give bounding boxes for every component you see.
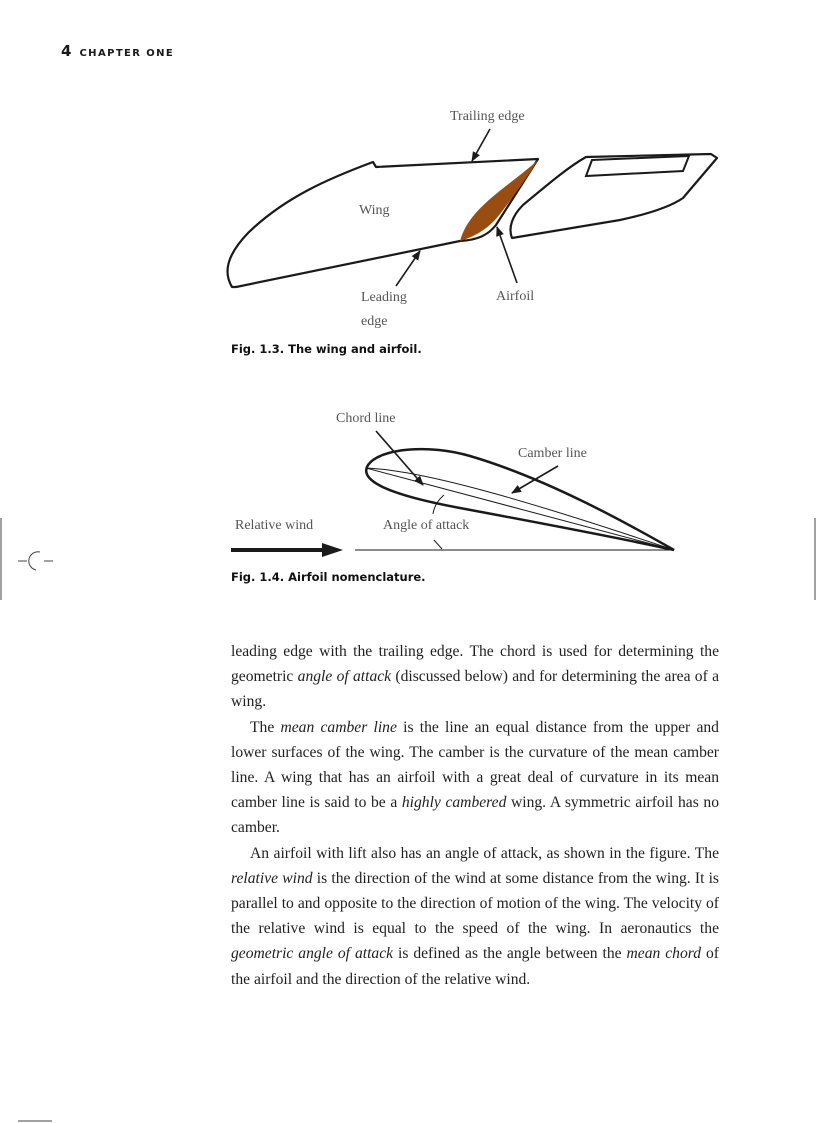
paragraph	[231, 639, 719, 715]
chapter-title: CHAPTER ONE	[79, 48, 175, 59]
label-chord-line: Chord line	[336, 411, 396, 426]
label-wing: Wing	[359, 203, 390, 218]
text-run: (discussed below) and for determining the area of a wing.	[231, 668, 719, 711]
wing-tip-slot	[586, 156, 689, 176]
figure-1-4-caption: Fig. 1.4. Airfoil nomenclature.	[231, 570, 426, 584]
label-trailing-edge: Trailing edge	[450, 109, 525, 124]
italic-term: angle of attack	[297, 668, 392, 686]
text-run: An airfoil with lift also has an angle of attack, as shown in the figure. The	[250, 844, 719, 862]
airfoil-section	[460, 160, 538, 241]
text-run: is the line an equal distance from the upper and lower surfaces of the wing. The camber is the curvature of the mean camber line. A wing that has an airfoil with a great deal of curvature in its mean camber line is said to be a	[231, 718, 719, 812]
page-number: 4	[61, 42, 72, 60]
body-text	[231, 639, 719, 992]
text-run: of the airfoil and the direction of the relative wind.	[231, 945, 719, 988]
chord-line	[366, 468, 674, 550]
italic-term: mean chord	[626, 945, 702, 963]
label-edge: edge	[361, 314, 388, 329]
text-run: The	[250, 718, 281, 736]
label-leading: Leading	[361, 290, 407, 305]
angle-of-attack-tick-lower	[434, 540, 442, 549]
text-run: wing. A symmetric airfoil has no camber.	[231, 794, 720, 837]
label-relative-wind: Relative wind	[235, 518, 314, 533]
italic-term: mean camber line	[280, 718, 397, 736]
label-airfoil: Airfoil	[496, 289, 535, 304]
text-run: is the direction of the wind at some distance from the wing. It is parallel to and opposite to the direction of motion of the wing. The velocity of the relative wind is equal to the speed of the wing. In aeronautics the	[231, 869, 719, 938]
label-angle-of-attack: Angle of attack	[383, 518, 470, 533]
paragraph	[231, 841, 719, 992]
airfoil-arrow	[497, 227, 517, 283]
label-camber-line: Camber line	[518, 446, 587, 461]
relative-wind-arrowhead	[322, 543, 343, 557]
text-run: is defined as the angle between the	[393, 945, 627, 963]
figure-1-3-caption: Fig. 1.3. The wing and airfoil.	[231, 342, 422, 356]
text-run: leading edge with the trailing edge. The chord is used for determining the geometric	[231, 643, 719, 686]
paragraph	[231, 715, 719, 841]
italic-term: highly cambered	[401, 794, 507, 812]
wing-tip-outline	[510, 154, 717, 238]
wing-figure	[227, 129, 717, 287]
trailing-edge-arrow	[472, 129, 490, 161]
leading-edge-arrow	[396, 251, 420, 286]
airfoil-nomenclature-figure	[231, 431, 674, 557]
camber-line-arrow	[512, 466, 558, 493]
italic-term: relative wind	[231, 869, 313, 887]
italic-term: geometric angle of attack	[231, 945, 394, 963]
